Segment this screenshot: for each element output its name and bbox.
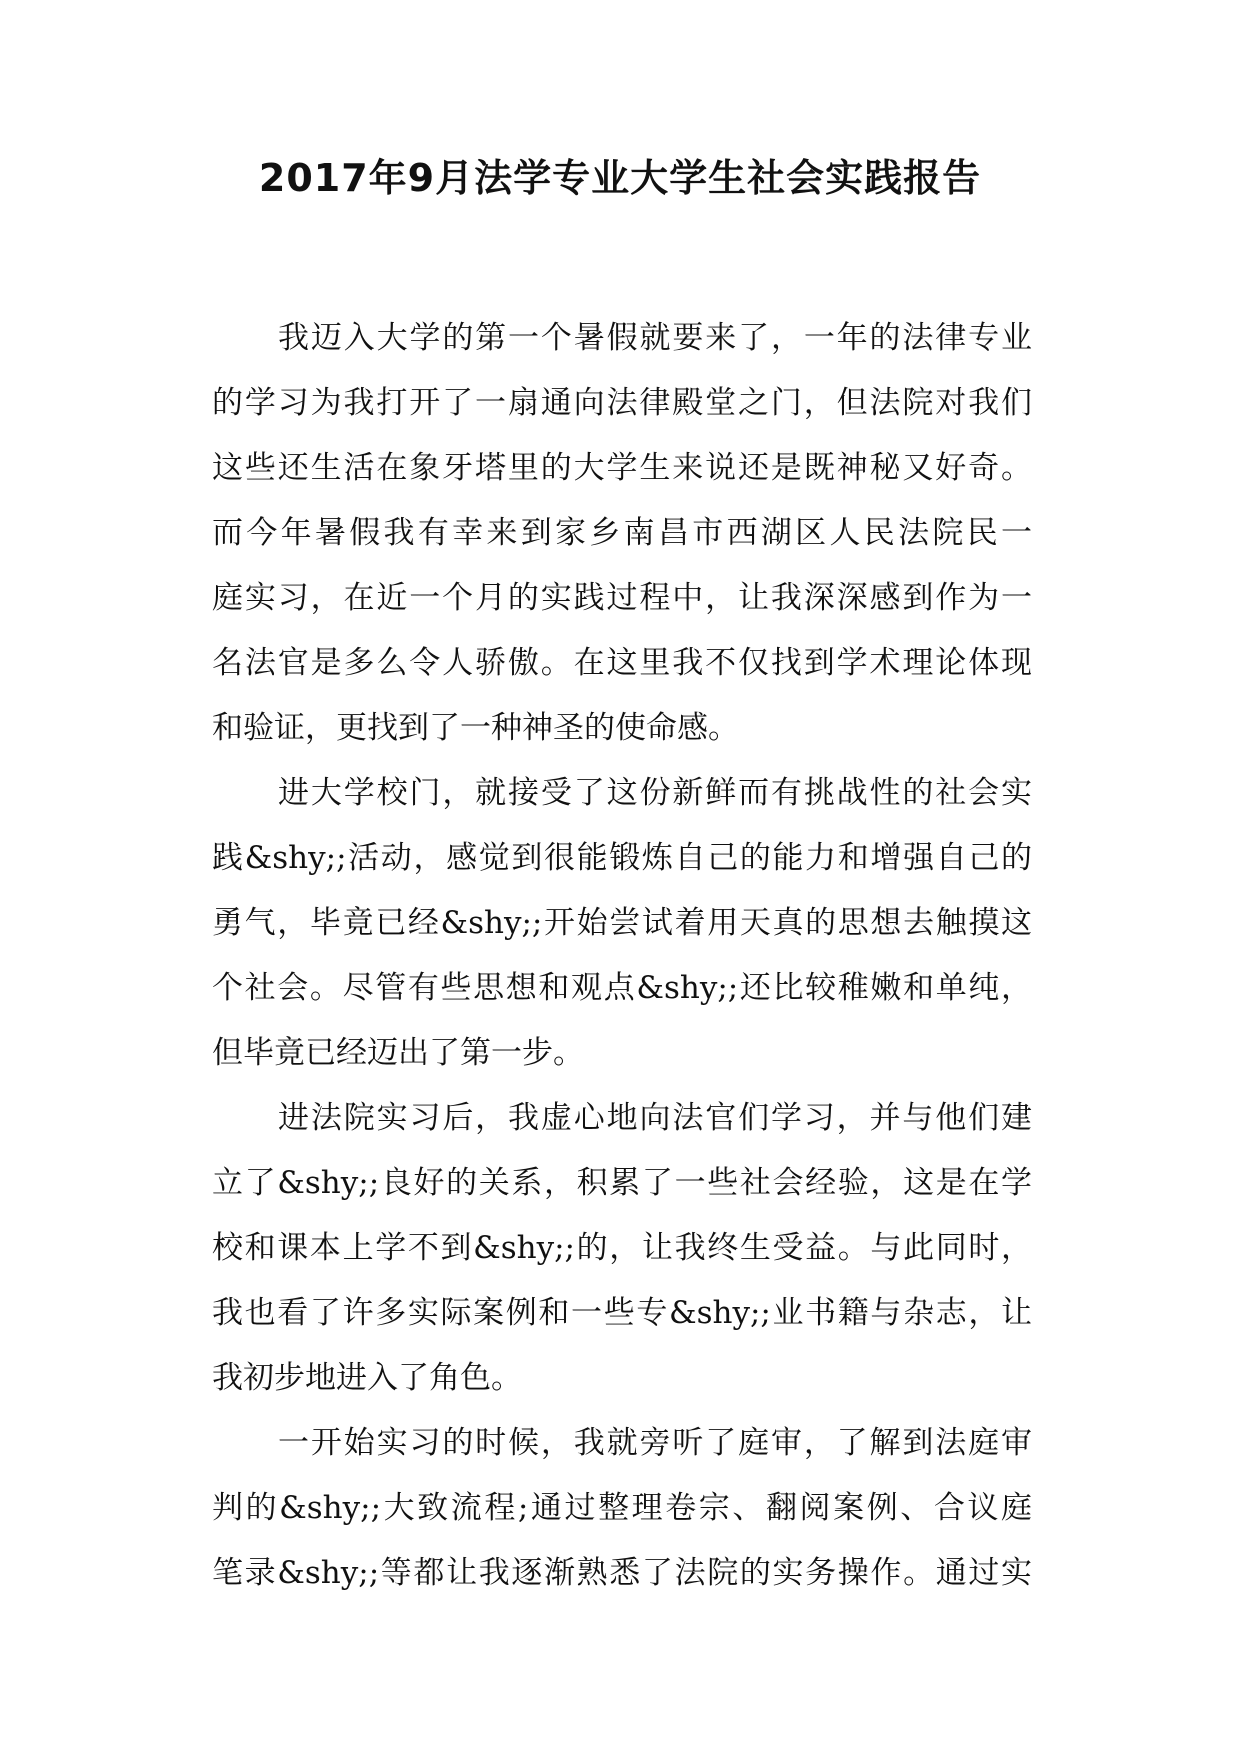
text-line: 一开始实习的时候，我就旁听了庭审，了解到法庭审: [278, 1425, 1032, 1461]
text-line: 个社会。尽管有些思想和观点&shy;;还比较稚嫩和单纯，: [212, 970, 1032, 1006]
text-line: 但毕竟已经迈出了第一步。: [212, 1035, 584, 1071]
text-line: 进大学校门，就接受了这份新鲜而有挑战性的社会实: [278, 775, 1032, 811]
text-line: 勇气，毕竟已经&shy;;开始尝试着用天真的思想去触摸这: [212, 905, 1032, 941]
paragraph-3: [212, 1086, 1032, 1411]
document-title: 2017年9月法学专业大学生社会实践报告: [258, 156, 982, 200]
paragraph-2: [212, 761, 1032, 1086]
text-line: 的学习为我打开了一扇通向法律殿堂之门，但法院对我们: [212, 385, 1032, 421]
text-line: 笔录&shy;;等都让我逐渐熟悉了法院的实务操作。通过实: [212, 1555, 1032, 1591]
text-line: 名法官是多么令人骄傲。在这里我不仅找到学术理论体现: [212, 645, 1032, 681]
text-line: 我初步地进入了角色。: [212, 1360, 522, 1396]
text-line: 我也看了许多实际案例和一些专&shy;;业书籍与杂志，让: [212, 1295, 1032, 1331]
text-line: 践&shy;;活动，感觉到很能锻炼自己的能力和增强自己的: [212, 840, 1032, 876]
text-line: 庭实习，在近一个月的实践过程中，让我深深感到作为一: [212, 580, 1032, 616]
paragraph-1: [212, 306, 1032, 761]
text-line: 判的&shy;;大致流程;通过整理卷宗、翻阅案例、合议庭: [212, 1490, 1032, 1526]
document-body: [212, 306, 1032, 1606]
text-line: 而今年暑假我有幸来到家乡南昌市西湖区人民法院民一: [212, 515, 1032, 551]
text-line: 和验证，更找到了一种神圣的使命感。: [212, 710, 739, 746]
text-line: 立了&shy;;良好的关系，积累了一些社会经验，这是在学: [212, 1165, 1032, 1201]
text-line: 这些还生活在象牙塔里的大学生来说还是既神秘又好奇。: [212, 450, 1032, 486]
text-line: 进法院实习后，我虚心地向法官们学习，并与他们建: [278, 1100, 1032, 1136]
text-line: 校和课本上学不到&shy;;的，让我终生受益。与此同时，: [212, 1230, 1032, 1266]
text-line: 我迈入大学的第一个暑假就要来了，一年的法律专业: [278, 320, 1032, 356]
paragraph-4: [212, 1411, 1032, 1606]
